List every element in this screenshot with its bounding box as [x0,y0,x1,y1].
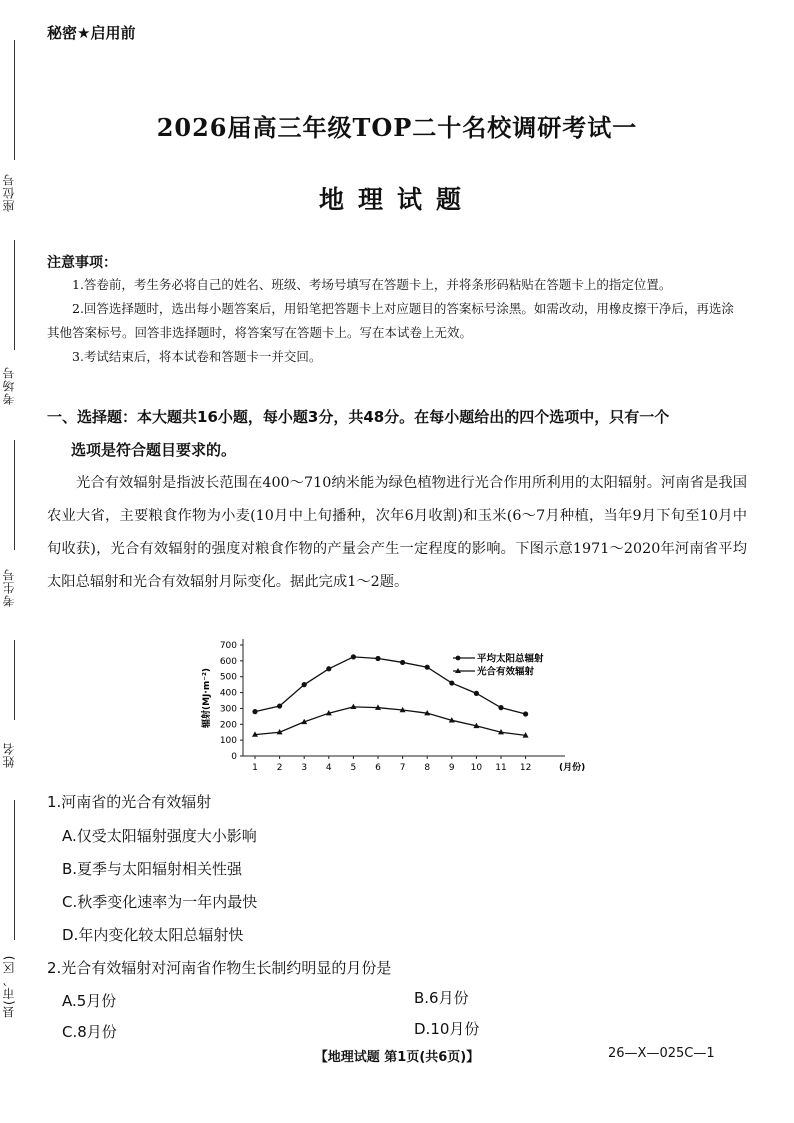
data-point-circle [425,665,430,670]
y-tick-label: 300 [219,704,237,715]
x-axis-label: (月份) [559,763,585,773]
student-id-label: 考生号 [2,568,16,608]
radiation-line-chart [195,634,585,782]
exam-title: 2026届高三年级TOP二十名校调研考试一 [156,113,638,142]
x-tick-label: 10 [470,763,483,773]
subject-title: 地理试题 [318,185,475,214]
y-tick-label: 100 [219,736,237,747]
series-line-2 [255,707,526,736]
data-point-circle [449,680,454,685]
x-tick-label: 8 [424,763,431,773]
x-tick-label: 6 [375,763,381,773]
q1-option-d[interactable]: D.年内变化较太阳总辐射快 [62,926,244,944]
x-tick-label: 12 [519,763,532,773]
x-tick-label: 1 [252,763,258,773]
y-tick-label: 500 [219,672,237,683]
x-tick-label: 4 [325,763,332,773]
x-tick-label: 11 [495,763,507,773]
series-line-1 [255,657,526,714]
q1-option-b[interactable]: B.夏季与太阳辐射相关性强 [62,860,243,878]
q1-option-a[interactable]: A.仅受太阳辐射强度大小影响 [62,827,257,845]
paper-code: 26—X—025C—1 [608,1046,715,1061]
county-label: 县(市、区) [2,954,16,1018]
binding-line-2 [14,240,15,350]
notice-item-1: 1.答卷前，考生务必将自己的姓名、班级、考场号填写在答题卡上，并将条形码粘贴在答题卡上的指定位置。 [72,277,672,292]
seat-number-label: 座位号 [2,173,16,213]
legend-label-1: 平均太阳总辐射 [477,653,544,665]
page-footer: 【地理试题 第1页(共6页)】 [314,1050,480,1065]
x-tick-label: 5 [350,763,357,773]
y-axis-label: 辐射(MJ·m⁻²) [202,667,212,729]
binding-line-3 [14,440,15,550]
q2-option-c[interactable]: C.8月份 [62,1023,117,1041]
data-point-circle [302,682,307,687]
y-tick-label: 0 [231,752,237,762]
data-point-circle [375,656,380,661]
q1-option-c[interactable]: C.秋季变化速率为一年内最快 [62,893,258,911]
notice-item-2: 2.回答选择题时，选出每小题答案后，用铅笔把答题卡上对应题目的答案标号涂黑。如需改动，用橡皮擦干净后，再选涂其他答案标号。回答非选择题时，将答案写在答题卡上。写在本试卷上无效。 [47,301,734,340]
data-point-circle [400,660,405,665]
y-tick-label: 400 [219,688,237,699]
notice-item-3: 3.考试结束后，将本试卷和答题卡一并交回。 [72,349,322,364]
notice-heading: 注意事项： [47,255,117,271]
q2-option-d[interactable]: D.10月份 [414,1020,480,1038]
exam-room-label: 考场号 [2,366,16,406]
question-1-stem: 1.河南省的光合有效辐射 [47,793,212,811]
confidential-label: 秘密★启用前 [47,24,136,42]
y-tick-label: 600 [219,656,237,667]
reading-passage [47,467,747,599]
x-tick-label: 3 [301,763,308,773]
question-2-stem: 2.光合有效辐射对河南省作物生长制约明显的月份是 [47,959,392,977]
x-tick-label: 7 [399,763,406,773]
x-tick-label: 2 [276,763,283,773]
name-label: 姓名 [2,742,16,768]
data-point-circle [326,666,331,671]
data-point-circle [498,705,503,710]
x-tick-label: 9 [448,763,455,773]
q2-option-b[interactable]: B.6月份 [414,989,469,1007]
q2-option-a[interactable]: A.5月份 [62,992,117,1010]
notice-list [47,273,737,369]
y-tick-label: 700 [219,641,237,651]
legend-label-2: 光合有效辐射 [477,666,535,678]
data-point-circle [351,654,356,659]
section-heading-line2: 选项是符合题目要求的。 [71,441,237,459]
data-point-circle [277,703,282,708]
section-heading-line1: 一、选择题：本大题共16小题，每小题3分，共48分。在每小题给出的四个选项中，只有一个 [47,408,670,426]
data-point-circle [474,691,479,696]
y-tick-label: 200 [219,720,237,731]
passage-text: 光合有效辐射是指波长范围在400～710纳米能为绿色植物进行光合作用所利用的太阳辐射。河南省是我国农业大省，主要粮食作物为小麦(10月中上旬播种，次年6月收割)和玉米(6～7月种植，当年9月下旬至10月中旬收获)，光合有效辐射的强度对粮食作物的产量会产生一定程度的影响。下图示意1971～2020年河南省平均太阳总辐射和光合有效辐射月际变化。据此完成1～2题。 [47,475,747,590]
data-point-circle [523,711,528,716]
binding-line-5 [14,800,15,940]
legend-marker-circle [456,656,461,661]
binding-line-4 [14,640,15,720]
data-point-circle [252,709,257,714]
section-heading [47,401,747,467]
